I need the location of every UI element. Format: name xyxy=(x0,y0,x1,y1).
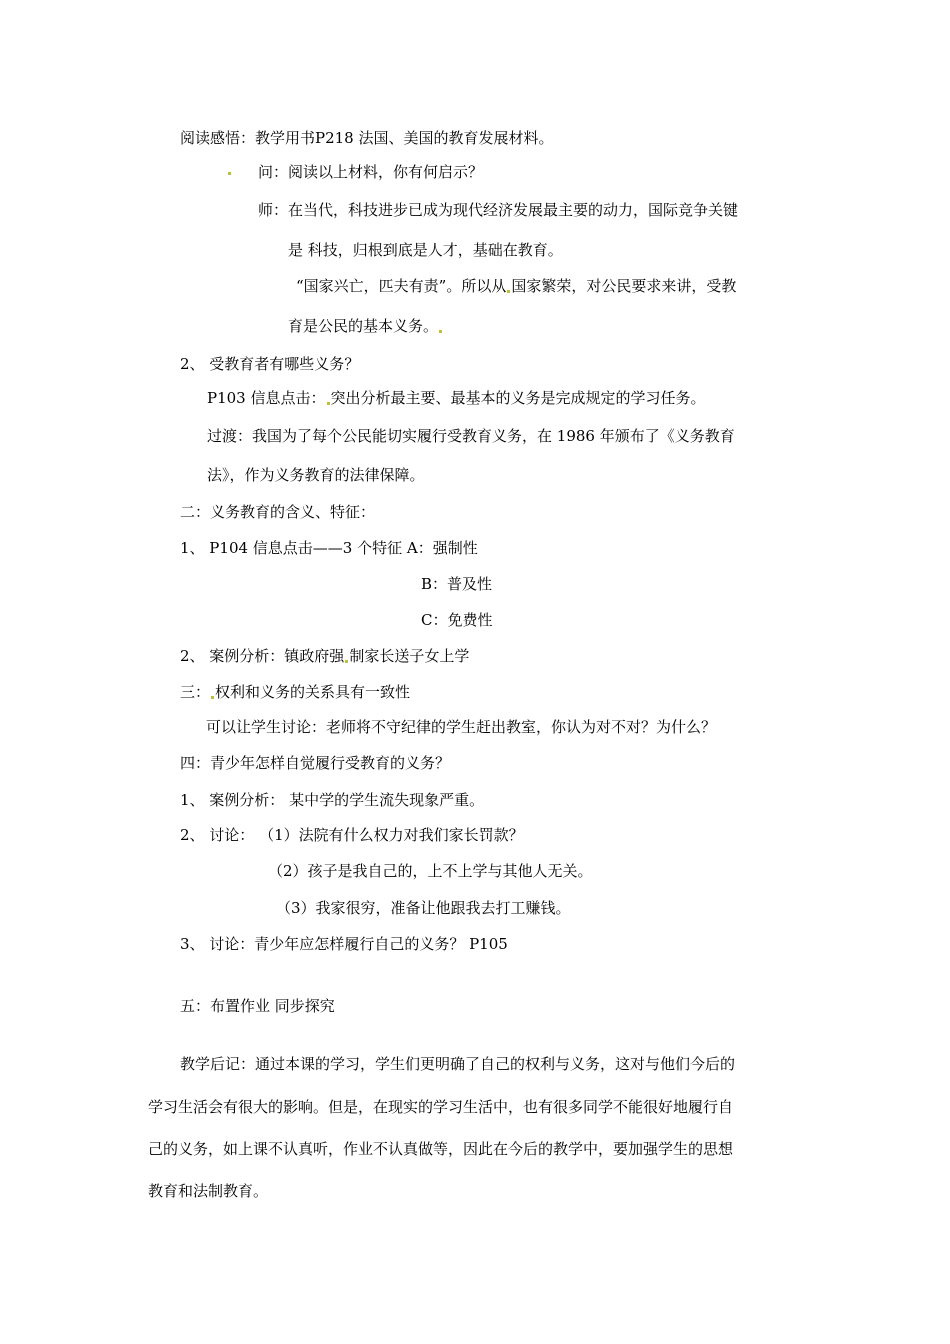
info-click-line xyxy=(207,388,706,408)
info-click-text: 突出分析最主要、最基本的义务是完成规定的学习任务。 xyxy=(330,389,706,407)
section-two-heading: 二：义务教育的含义、特征： xyxy=(180,503,376,521)
postscript-line-4: 教育和法制教育。 xyxy=(148,1182,269,1200)
features-line: 1、 P104 信息点击——3 个特征 A：强制性 xyxy=(180,539,478,557)
postscript-line-3: 己的义务，如上课不认真听，作业不认真做等，因此在今后的教学中，要加强学生的思想 xyxy=(148,1140,734,1158)
postscript-line-2: 学习生活会有很大的影响。但是，在现实的学习生活中，也有很多同学不能很好地履行自 xyxy=(148,1098,734,1116)
transition-line-cont: 法》，作为义务教育的法律保障。 xyxy=(207,466,425,484)
case-part-b: 制家长送子女上学 xyxy=(349,647,470,665)
discussion-2: 2、 讨论： （1）法院有什么权力对我们家长罚款？ xyxy=(180,826,524,844)
postscript-line-1: 教学后记：通过本课的学习，学生们更明确了自己的权利与义务，这对与他们今后的 xyxy=(180,1055,736,1073)
case-part-a: 2、 案例分析：镇政府强 xyxy=(180,647,345,665)
highlight-mark xyxy=(507,290,510,293)
quote-line-cont xyxy=(288,316,443,336)
highlight-mark xyxy=(211,696,214,699)
question-line: 问：阅读以上材料，你有何启示？ xyxy=(258,163,484,181)
case-analysis-2: 1、 案例分析： 某中学的学生流失现象严重。 xyxy=(180,791,485,809)
teacher-line: 师：在当代，科技进步已成为现代经济发展最主要的动力，国际竞争关键 xyxy=(258,201,739,219)
section-three-text: 权利和义务的关系具有一致性 xyxy=(215,683,411,701)
quote-part-b: 国家繁荣，对公民要求来讲，受教 xyxy=(511,277,737,295)
transition-line: 过渡：我国为了每个公民能切实履行受教育义务，在 1986 年颁布了《义务教育 xyxy=(207,427,735,445)
discussion-2-item-2: （2）孩子是我自己的，上不上学与其他人无关。 xyxy=(268,862,593,880)
case-analysis-line xyxy=(180,646,469,666)
discussion-line: 可以让学生讨论：老师将不守纪律的学生赶出教室，你认为对不对？为什么？ xyxy=(206,718,717,736)
quote-line-cont-text: 育是公民的基本义务。 xyxy=(288,317,439,335)
highlight-mark xyxy=(327,402,330,405)
quote-part-a: “国家兴亡，匹夫有责”。所以从 xyxy=(296,277,507,295)
reading-insight-line: 阅读感悟：教学用书P218 法国、美国的教育发展材料。 xyxy=(180,129,554,147)
homework-line: 五：布置作业 同步探究 xyxy=(180,997,335,1015)
discussion-2-item-3: （3）我家很穷，准备让他跟我去打工赚钱。 xyxy=(276,899,571,917)
section-three-label: 三： xyxy=(180,683,211,701)
feature-b: B：普及性 xyxy=(421,575,493,593)
discussion-3: 3、 讨论：青少年应怎样履行自己的义务？ P105 xyxy=(180,935,508,953)
highlight-mark xyxy=(228,172,231,175)
section-three-heading xyxy=(180,682,410,702)
highlight-mark xyxy=(345,660,348,663)
quote-line xyxy=(296,276,736,296)
info-click-label: P103 信息点击： xyxy=(207,389,326,407)
teacher-line-cont: 是 科技，归根到底是人才，基础在教育。 xyxy=(288,241,563,259)
feature-c: C：免费性 xyxy=(421,611,493,629)
section-2-heading: 2、 受教育者有哪些义务？ xyxy=(180,355,360,373)
highlight-mark xyxy=(439,330,442,333)
section-four-heading: 四：青少年怎样自觉履行受教育的义务？ xyxy=(180,754,451,772)
